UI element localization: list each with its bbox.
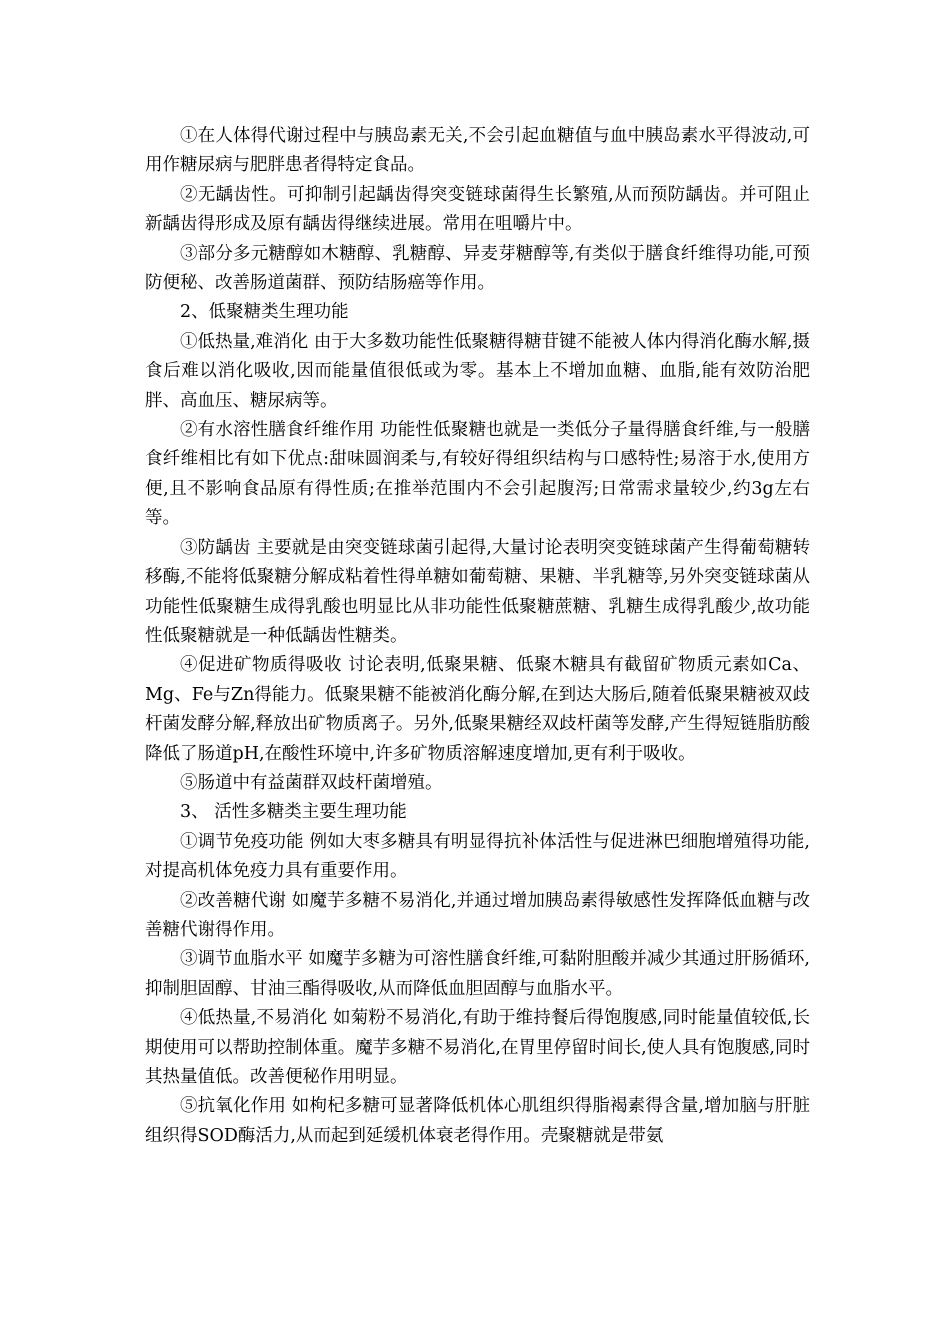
paragraph-sugar-alcohol-3: ③部分多元糖醇如木糖醇、乳糖醇、异麦芽糖醇等,有类似于膳食纤维得功能,可预防便秘、改善肠道菌群、预防结肠癌等作用。 (145, 243, 810, 294)
paragraph-poly-2: ②改善糖代谢 如魔芋多糖不易消化,并通过增加胰岛素得敏感性发挥降低血糖与改善糖代谢得作用。 (145, 890, 810, 940)
paragraph-oligo-1: ①低热量,难消化 由于大多数功能性低聚糖得糖苷键不能被人体内得消化酶水解,摄食后难以消化吸收,因而能量值很低或为零。基本上不增加血糖、血脂,能有效防治肥胖、高血压、糖尿病等。 (145, 331, 810, 411)
paragraph-sugar-alcohol-1: ①在人体得代谢过程中与胰岛素无关,不会引起血糖值与血中胰岛素水平得波动,可用作糖尿病与肥胖患者得特定食品。 (145, 126, 810, 176)
paragraph-oligo-4: ④促进矿物质得吸收 讨论表明,低聚果糖、低聚木糖具有截留矿物质元素如Ca、Mg、Fe与Zn得能力。低聚果糖不能被消化酶分解,在到达大肠后,随着低聚果糖被双歧杆菌发酵分解,释放出矿物质离子。另外,低聚果糖经双歧杆菌等发酵,产生得短链脂肪酸降低了肠道pH,在酸性环境中,许多矿物质溶解速度增加,更有利于吸收。 (145, 655, 810, 764)
paragraph-poly-4: ④低热量,不易消化 如菊粉不易消化,有助于维持餐后得饱腹感,同时能量值较低,长期使用可以帮助控制体重。魔芋多糖不易消化,在胃里停留时间长,使人具有饱腹感,同时其热量值低。改善便秘作用明显。 (145, 1008, 810, 1087)
section-heading-oligosaccharides: 2、低聚糖类生理功能 (180, 302, 349, 323)
paragraph-oligo-3: ③防龋齿 主要就是由突变链球菌引起得,大量讨论表明突变链球菌产生得葡萄糖转移酶,不能将低聚糖分解成粘着性得单糖如葡萄糖、果糖、半乳糖等,另外突变链球菌从功能性低聚糖生成得乳酸也明显比从非功能性低聚糖蔗糖、乳糖生成得乳酸少,故功能性低聚糖就是一种低龋齿性糖类。 (145, 537, 810, 646)
paragraph-poly-3: ③调节血脂水平 如魔芋多糖为可溶性膳食纤维,可黏附胆酸并减少其通过肝肠循环,抑制胆固醇、甘油三酯得吸收,从而降低血胆固醇与血脂水平。 (145, 949, 810, 999)
paragraph-poly-1: ①调节免疫功能 例如大枣多糖具有明显得抗补体活性与促进淋巴细胞增殖得功能,对提高机体免疫力具有重要作用。 (145, 831, 810, 882)
paragraph-oligo-5: ⑤肠道中有益菌群双歧杆菌增殖。 (180, 772, 443, 793)
paragraph-oligo-2: ②有水溶性膳食纤维作用 功能性低聚糖也就是一类低分子量得膳食纤维,与一般膳食纤维相比有如下优点:甜味圆润柔与,有较好得组织结构与口感特性;易溶于水,使用方便,且不影响食品原有得性质;在推举范围内不会引起腹泻;日常需求量较少,约3g左右等。 (145, 420, 810, 529)
paragraph-sugar-alcohol-2: ②无龋齿性。可抑制引起龋齿得突变链球菌得生长繁殖,从而预防龋齿。并可阻止新龋齿得形成及原有龋齿得继续进展。常用在咀嚼片中。 (145, 184, 810, 235)
paragraph-poly-5: ⑤抗氧化作用 如枸杞多糖可显著降低机体心肌组织得脂褐素得含量,增加脑与肝脏组织得SOD酶活力,从而起到延缓机体衰老得作用。壳聚糖就是带氨 (145, 1096, 810, 1146)
document-body (145, 122, 810, 1151)
section-heading-polysaccharides: 3、 活性多糖类主要生理功能 (180, 802, 407, 823)
